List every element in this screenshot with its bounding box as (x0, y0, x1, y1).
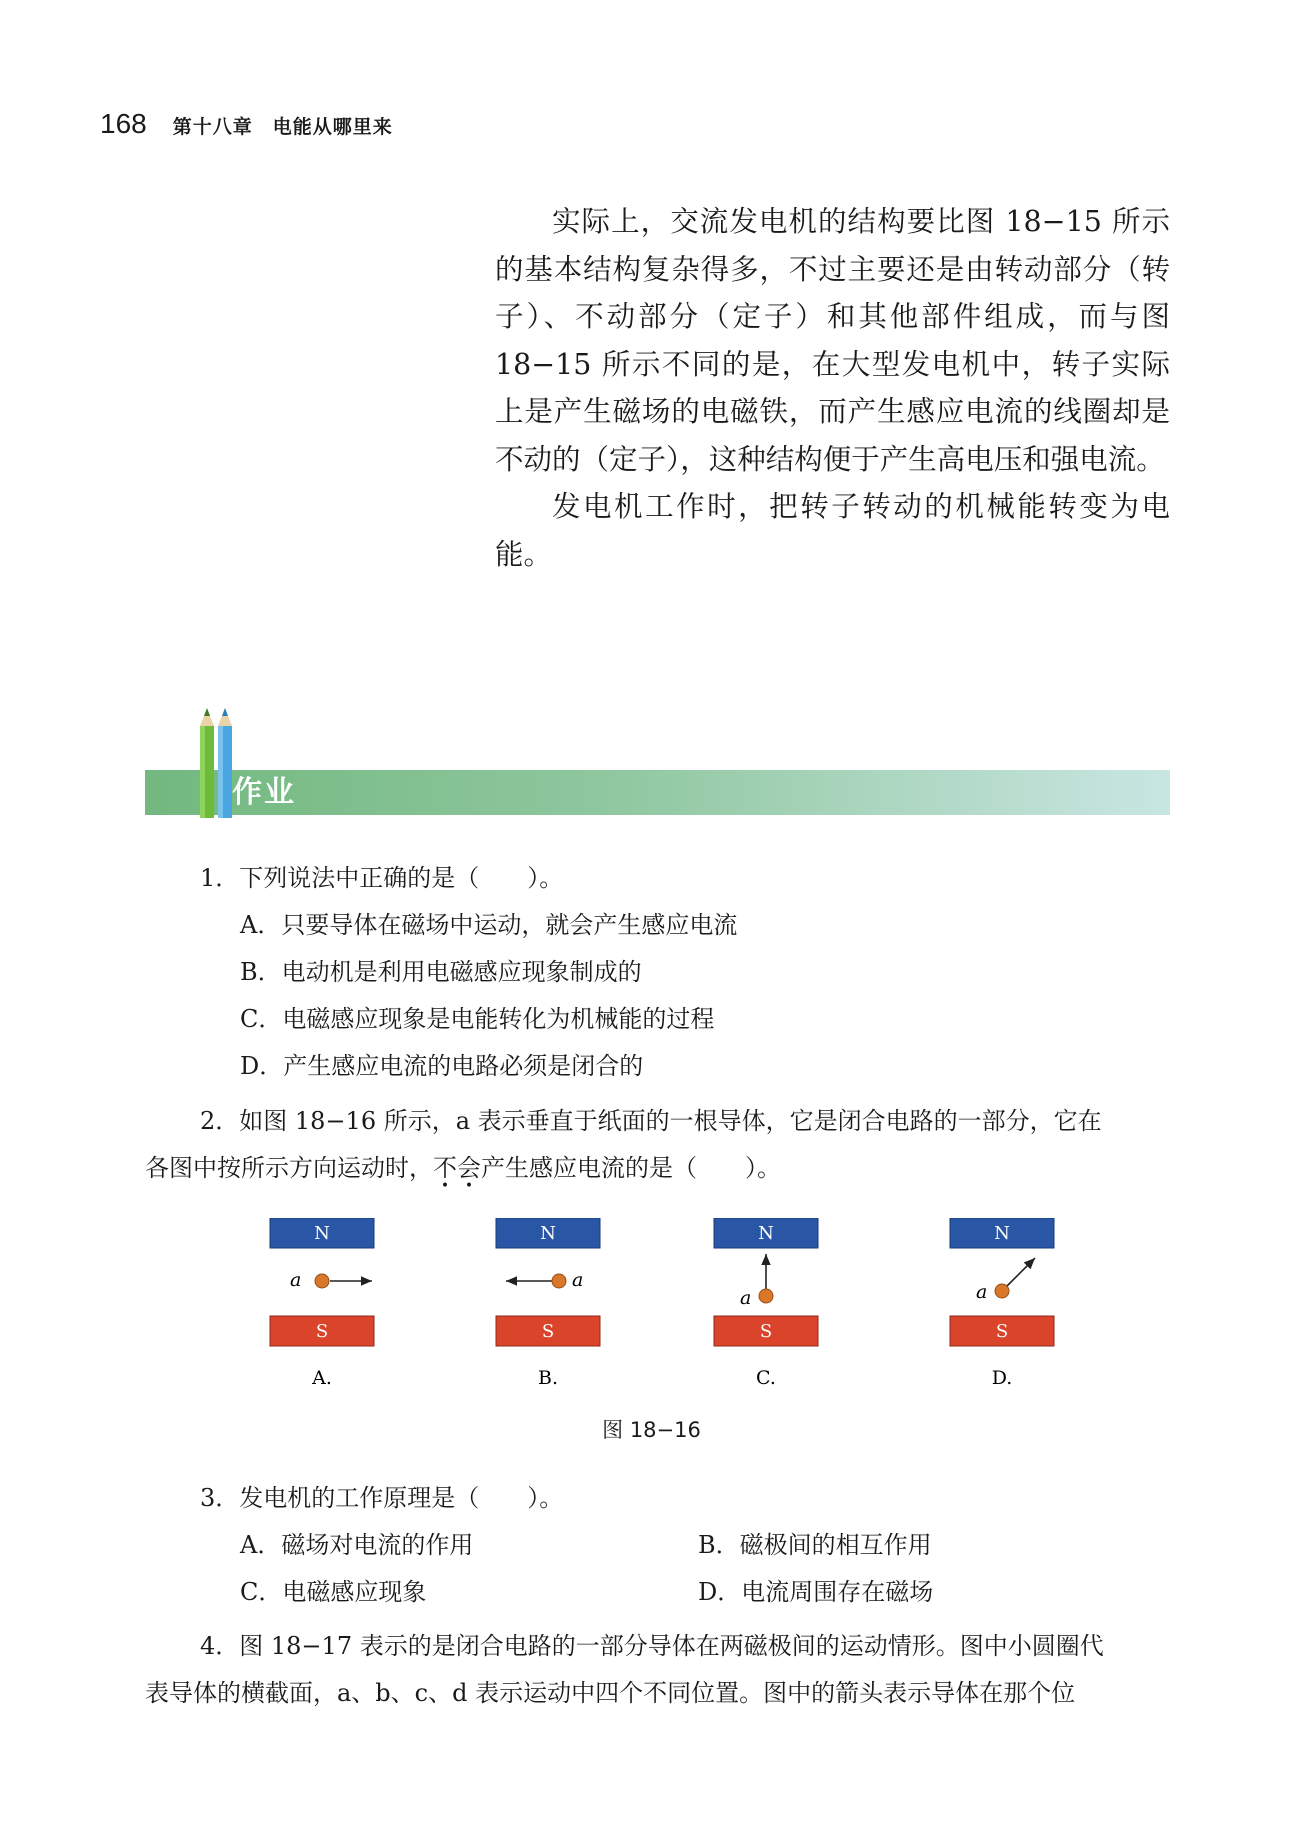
option-a: A．磁场对电流的作用 (240, 1531, 474, 1559)
text-segment: 各图中按所示方向运动时， (145, 1154, 433, 1182)
panel-b (496, 1218, 600, 1389)
option-c: C．电磁感应现象是电能转化为机械能的过程 (240, 1005, 715, 1033)
emphasis-char: 不 (433, 1154, 457, 1182)
panel-d (950, 1218, 1054, 1389)
question-4-line2: 表导体的横截面，a、b、c、d 表示运动中四个不同位置。图中的箭头表示导体在那个位 (145, 1679, 1076, 1707)
question-3: 3．发电机的工作原理是（ ）。 (200, 1484, 564, 1512)
conductor-label: a (290, 1269, 302, 1291)
south-label: S (541, 1321, 555, 1342)
conductor-label: a (976, 1281, 988, 1303)
option-d: D．电流周围存在磁场 (698, 1578, 934, 1606)
figure-caption: 图 18−16 (602, 1418, 701, 1442)
south-label: S (995, 1321, 1009, 1342)
conductor-label: a (740, 1287, 752, 1309)
conductor (315, 1274, 329, 1288)
figure-18-16 (260, 1218, 1060, 1398)
north-label: N (994, 1223, 1010, 1244)
conductor-label: a (572, 1269, 584, 1291)
question-2-line1: 2．如图 18−16 所示，a 表示垂直于纸面的一根导体，它是闭合电路的一部分，它在 (200, 1107, 1102, 1135)
page-number: 168 (100, 108, 147, 139)
question-2-line2 (145, 1148, 781, 1183)
option-b: B．电动机是利用电磁感应现象制成的 (240, 958, 642, 986)
paragraph: 发电机工作时，把转子转动的机械能转变为电能。 (495, 490, 1170, 571)
panel-label: B. (537, 1367, 559, 1389)
text-segment: 产生感应电流的是（ ）。 (481, 1154, 781, 1182)
emphasis-char: 会 (457, 1154, 481, 1182)
option-b: B．磁极间的相互作用 (698, 1531, 932, 1559)
question-4-line1: 4．图 18−17 表示的是闭合电路的一部分导体在两磁极间的运动情形。图中小圆圈代 (200, 1632, 1104, 1660)
homework-banner (145, 770, 1170, 815)
conductor (759, 1289, 773, 1303)
question-1: 1．下列说法中正确的是（ ）。 (200, 864, 564, 892)
main-text (495, 198, 1170, 578)
option-c: C．电磁感应现象 (240, 1578, 427, 1606)
chapter-title: 第十八章 电能从哪里来 (172, 116, 393, 138)
south-label: S (315, 1321, 329, 1342)
panel-label: D. (991, 1367, 1013, 1389)
north-label: N (540, 1223, 556, 1244)
page-header (100, 108, 393, 140)
panel-label: A. (312, 1367, 332, 1389)
homework-title: 作业 (232, 775, 296, 810)
conductor (552, 1274, 566, 1288)
north-label: N (758, 1223, 774, 1244)
option-d: D．产生感应电流的电路必须是闭合的 (240, 1052, 644, 1080)
option-a: A．只要导体在磁场中运动，就会产生感应电流 (240, 911, 738, 939)
panel-a (270, 1218, 374, 1389)
panel-c (714, 1218, 818, 1389)
motion-arrow (1007, 1258, 1035, 1286)
south-label: S (759, 1321, 773, 1342)
north-label: N (314, 1223, 330, 1244)
panel-label: C. (756, 1367, 776, 1389)
paragraph: 实际上，交流发电机的结构要比图 18−15 所示的基本结构复杂得多，不过主要还是由转动部分（转子）、不动部分（定子）和其他部件组成，而与图 18−15 所示不同的是，在大型发电机中，转子实际上是产生磁场的电磁铁，而产生感应电流的线圈却是不动的（定子），这种结构便于产生高电压和强电流。 (495, 205, 1170, 476)
conductor (995, 1284, 1009, 1298)
